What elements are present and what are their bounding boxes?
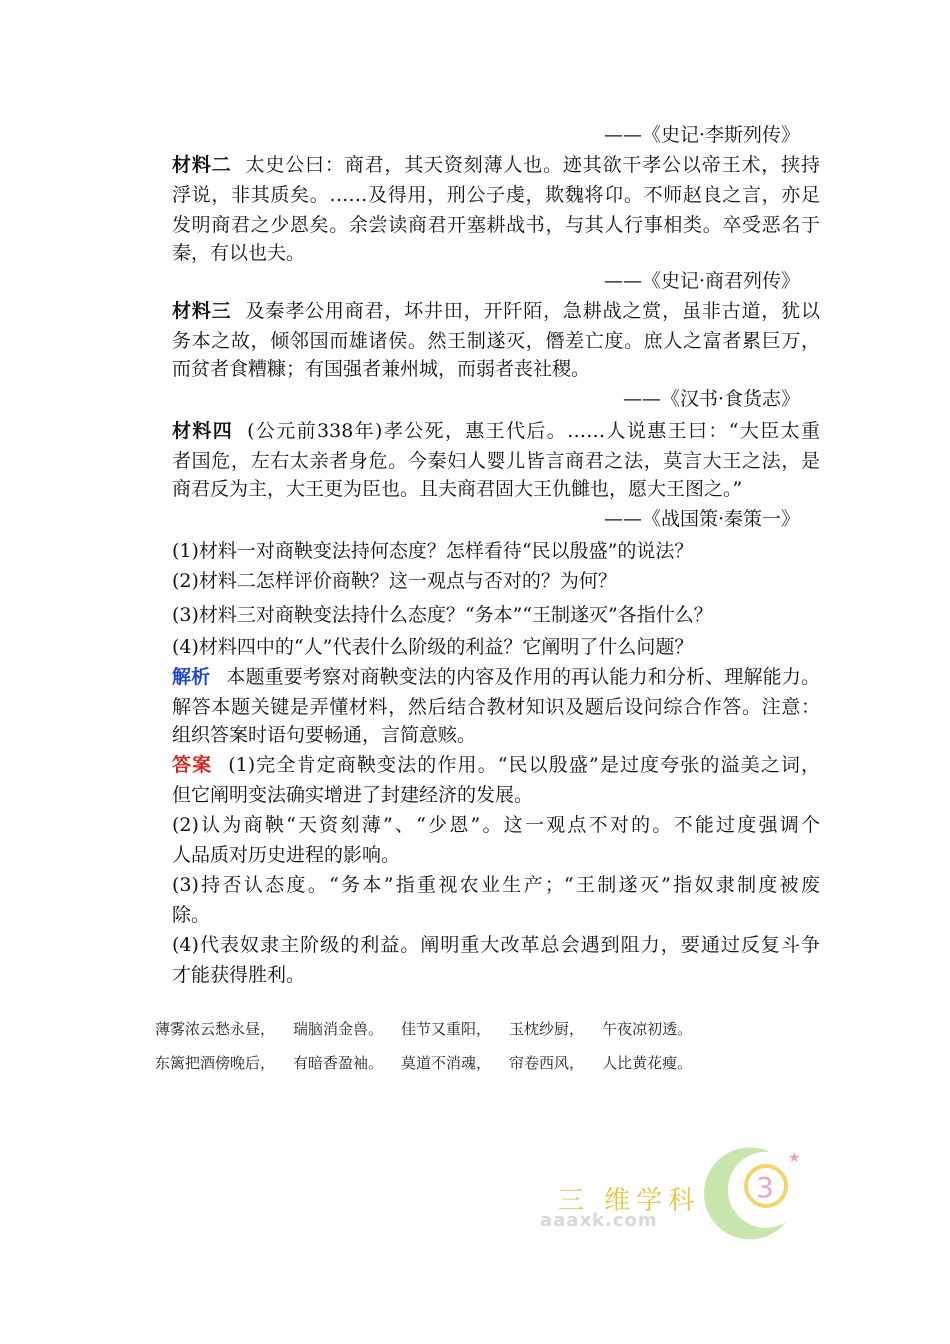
question-3: (3)材料三对商鞅变法持什么态度？“务本”“王制遂灭”各指什么？: [172, 604, 713, 626]
text-line: 但它阐明变法确实增进了封建经济的发展。: [172, 784, 534, 806]
material-label: 材料三: [172, 300, 232, 322]
source-citation: ——《战国策·秦策一》: [603, 508, 800, 530]
svg-text:★: ★: [788, 1150, 801, 1166]
text-line: 秦，有以也夫。: [172, 242, 306, 264]
text-line: 浮说，非其质矣。……及得用，刑公子虔，欺魏将卬。不师赵良之言，亦足: [172, 184, 820, 206]
text-line: 才能获得胜利。: [172, 964, 306, 986]
material-two-line: 材料二 太史公曰：商君，其天资刻薄人也。迹其欲干孝公以帝王术，挟持: [172, 154, 820, 176]
svg-text:3: 3: [756, 1171, 774, 1204]
source-citation: ——《汉书·食货志》: [622, 388, 800, 410]
material-label: 材料二: [172, 154, 232, 176]
text-line: 人品质对历史进程的影响。: [172, 844, 401, 866]
material-three-line: 材料三 及秦孝公用商君，坏井田，开阡陌，急耕战之赏，虽非古道，犹以: [172, 300, 820, 322]
analysis-label: 解析: [172, 666, 211, 688]
text-line: 除。: [172, 904, 211, 926]
text-line: (4)代表奴隶主阶级的利益。阐明重大改革总会遇到阻力，要通过反复斗争: [172, 934, 820, 956]
text-line: 务本之故，倾邻国而雄诸侯。然王制遂灭，僭差亡度。庶人之富者累巨万，: [172, 330, 820, 352]
source-citation: ——《史记·李斯列传》: [603, 124, 800, 146]
text-line: 商君反为主，大王更为臣也。且夫商君固大王仇雠也，愿大王图之。”: [172, 478, 743, 500]
text-line: 解答本题关键是弄懂材料，然后结合教材知识及题后设问综合作答。注意：: [172, 696, 820, 718]
material-label: 材料四: [172, 420, 234, 442]
text-line: (3)持否认态度。“务本”指重视农业生产；“王制遂灭”指奴隶制度被废: [172, 874, 820, 896]
answer-label: 答案: [172, 754, 213, 776]
question-4: (4)材料四中的“人”代表什么阶级的利益？它阐明了什么问题？: [172, 636, 694, 658]
analysis-line: 解析 本题重要考察对商鞅变法的内容及作用的再认能力和分析、理解能力。: [172, 666, 820, 688]
logo-url: aaaxk.com: [540, 1210, 658, 1231]
watermark-logo: [540, 1140, 810, 1240]
text-line: (2)认为商鞅“天资刻薄”、“少恩”。这一观点不对的。不能过度强调个: [172, 814, 820, 836]
material-four-line: 材料四 (公元前338年)孝公死，惠王代后。……人说惠王曰：“大臣太重: [172, 420, 820, 442]
poem-line: 东篱把酒傍晚后， 有暗香盈袖。 莫道不消魂， 帘卷西风， 人比黄花瘦。: [155, 1054, 693, 1072]
question-2: (2)材料二怎样评价商鞅？这一观点与否对的？为何？: [172, 570, 617, 592]
source-citation: ——《史记·商君列传》: [603, 270, 800, 292]
text-line: 组织答案时语句要畅通，言简意赅。: [172, 724, 477, 746]
answer-line: 答案 (1)完全肯定商鞅变法的作用。“民以殷盛”是过度夸张的溢美之词，: [172, 754, 820, 776]
logo-text: 三 维学科: [558, 1186, 701, 1216]
question-1: (1)材料一对商鞅变法持何态度？怎样看待“民以殷盛”的说法？: [172, 540, 694, 562]
poem-line: 薄雾浓云愁永昼， 瑞脑消金兽。 佳节又重阳， 玉枕纱厨， 午夜凉初透。: [155, 1020, 693, 1038]
text-line: 者国危，左右太亲者身危。今秦妇人婴儿皆言商君之法，莫言大王之法，是: [172, 450, 820, 472]
text-line: 发明商君之少恩矣。余尝读商君开塞耕战书，与其人行事相类。卒受恶名于: [172, 214, 820, 236]
text-line: 而贫者食糟糠；有国强者兼州城，而弱者丧社稷。: [172, 358, 591, 380]
